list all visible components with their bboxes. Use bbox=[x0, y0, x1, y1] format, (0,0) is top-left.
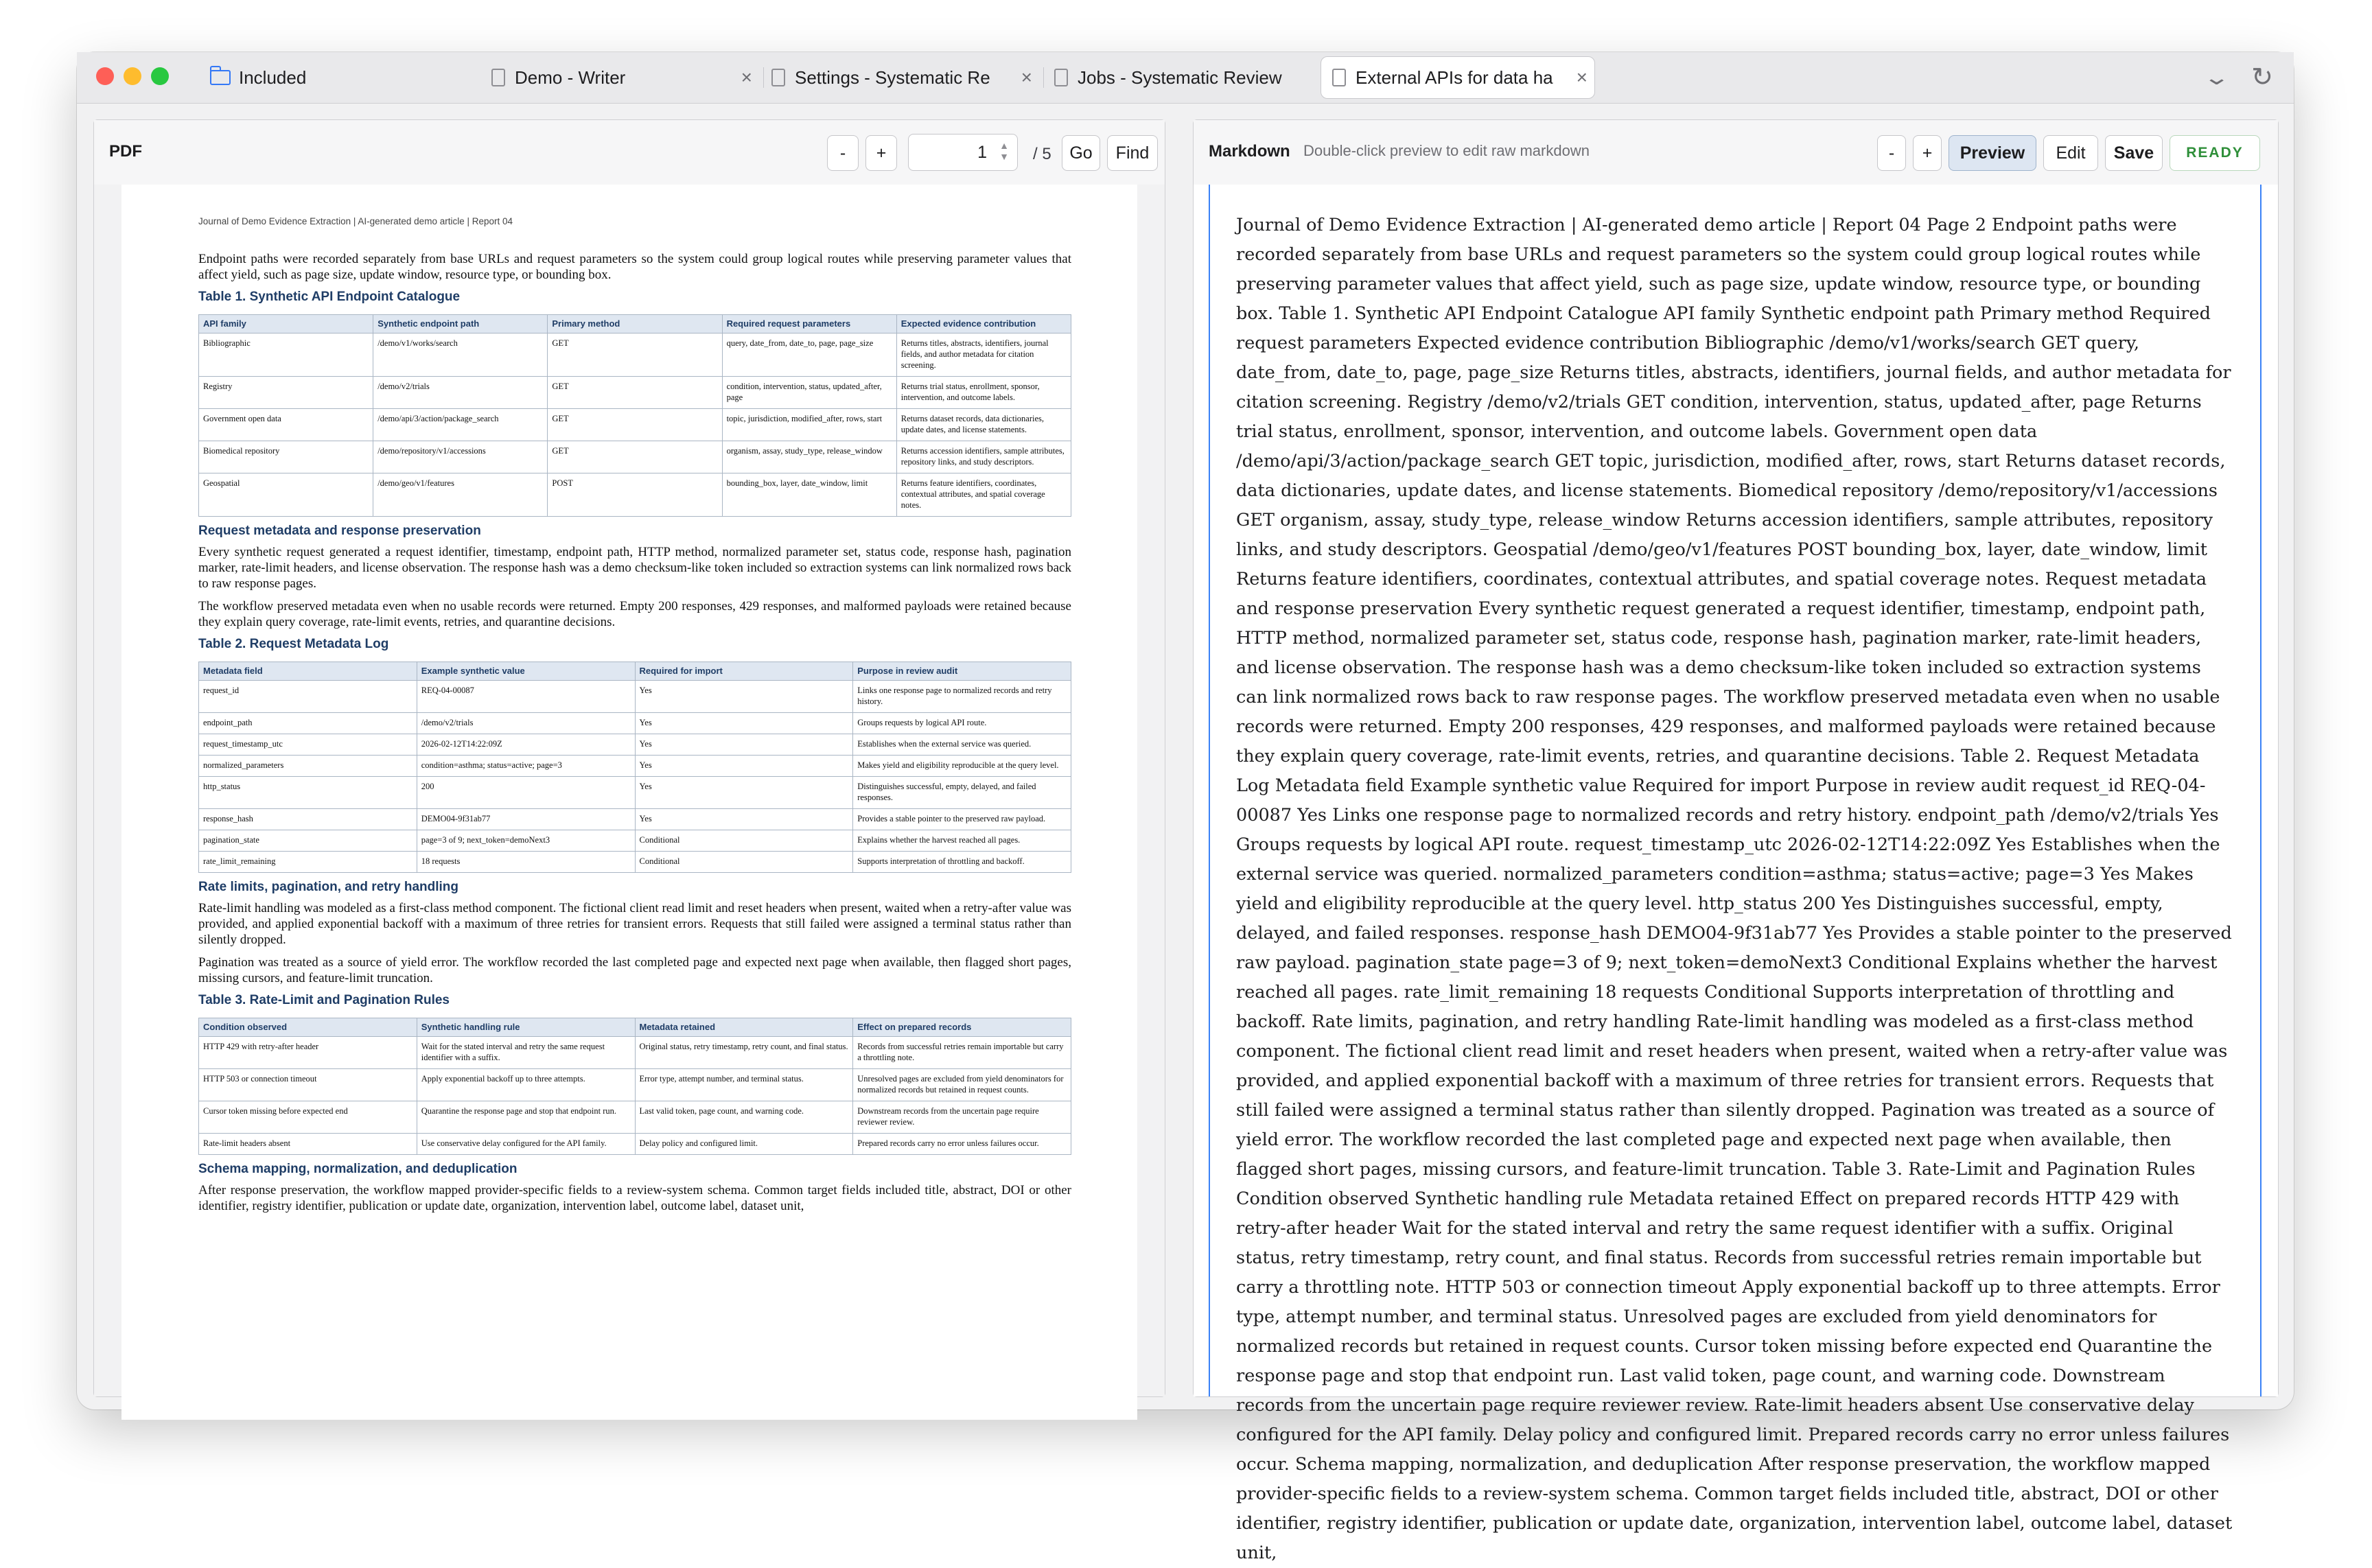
table-cell: Cursor token missing before expected end bbox=[199, 1101, 417, 1134]
chevron-down-icon[interactable]: ⌄ bbox=[2202, 67, 2231, 89]
table-cell: Returns trial status, enrollment, sponsor, intervention, and outcome labels. bbox=[896, 377, 1071, 409]
request-metadata-table bbox=[198, 662, 1071, 873]
table-row bbox=[199, 334, 1071, 377]
table-cell: Records from successful retries remain importable but carry a throttling note. bbox=[853, 1037, 1071, 1069]
table-cell: rate_limit_remaining bbox=[199, 852, 417, 873]
table-header-cell: Primary method bbox=[548, 315, 722, 334]
table-row bbox=[199, 1101, 1071, 1134]
table-row bbox=[199, 777, 1071, 809]
tab-divider bbox=[1043, 67, 1044, 88]
table-cell: 18 requests bbox=[417, 852, 635, 873]
table-cell: GET bbox=[548, 377, 722, 409]
tab-label: Demo - Writer bbox=[515, 67, 626, 88]
table-caption: Table 1. Synthetic API Endpoint Catalogue bbox=[198, 290, 461, 304]
reload-icon[interactable]: ↻ bbox=[2251, 63, 2273, 92]
close-icon[interactable]: × bbox=[1021, 67, 1032, 88]
table-cell: /demo/api/3/action/package_search bbox=[373, 409, 548, 441]
table-row bbox=[199, 713, 1071, 734]
zoom-out-button[interactable]: - bbox=[1877, 135, 1906, 171]
pdf-paragraph: Rate-limit handling was modeled as a first-class method component. The fictional client read limit and reset headers when present, waited when a retry-after value was provided, and applied exponential backoff with a maximum of three retries for transient errors. Requests that still failed were assigned a terminal status rather than silently dropped. bbox=[198, 901, 1071, 947]
table-header-cell: API family bbox=[199, 315, 373, 334]
table-cell: /demo/v2/trials bbox=[417, 713, 635, 734]
table-cell: Delay policy and configured limit. bbox=[635, 1134, 853, 1155]
table-row bbox=[199, 830, 1071, 852]
markdown-toolbar bbox=[1194, 120, 2278, 185]
table-cell: Rate-limit headers absent bbox=[199, 1134, 417, 1155]
table-cell: GET bbox=[548, 441, 722, 473]
table-row bbox=[199, 1134, 1071, 1155]
table-cell: pagination_state bbox=[199, 830, 417, 852]
table-cell: condition, intervention, status, updated_after, page bbox=[722, 377, 896, 409]
close-icon[interactable]: × bbox=[1576, 67, 1588, 88]
page-number-value: 1 bbox=[977, 143, 987, 162]
table-cell: Yes bbox=[635, 809, 853, 830]
status-badge: READY bbox=[2170, 135, 2260, 171]
table-cell: /demo/repository/v1/accessions bbox=[373, 441, 548, 473]
table-row bbox=[199, 756, 1071, 777]
table-cell: Distinguishes successful, empty, delayed, and failed responses. bbox=[853, 777, 1071, 809]
stepper-icon[interactable]: ▲ ▼ bbox=[999, 140, 1009, 162]
document-icon bbox=[491, 69, 505, 86]
table-header-cell: Synthetic endpoint path bbox=[373, 315, 548, 334]
table-cell: request_timestamp_utc bbox=[199, 734, 417, 756]
table-header-cell: Purpose in review audit bbox=[853, 662, 1071, 681]
table-header-cell: Metadata field bbox=[199, 662, 417, 681]
tab-external-apis[interactable] bbox=[1321, 56, 1595, 99]
table-cell: Geospatial bbox=[199, 473, 373, 517]
tab-demo-writer[interactable] bbox=[491, 56, 759, 99]
table-cell: Last valid token, page count, and warning code. bbox=[635, 1101, 853, 1134]
endpoint-catalogue-table bbox=[198, 314, 1071, 517]
table-cell: Establishes when the external service was queried. bbox=[853, 734, 1071, 756]
table-cell: Yes bbox=[635, 713, 853, 734]
page-total: / 5 bbox=[1033, 145, 1051, 163]
table-header-cell: Condition observed bbox=[199, 1018, 417, 1037]
edit-button[interactable]: Edit bbox=[2043, 135, 2098, 171]
table-cell: Biomedical repository bbox=[199, 441, 373, 473]
document-icon bbox=[1332, 69, 1346, 86]
zoom-in-button[interactable]: + bbox=[865, 135, 897, 171]
table-row bbox=[199, 1037, 1071, 1069]
table-cell: normalized_parameters bbox=[199, 756, 417, 777]
table-row bbox=[199, 409, 1071, 441]
table-cell: Yes bbox=[635, 681, 853, 713]
table-cell: Apply exponential backoff up to three attempts. bbox=[417, 1069, 635, 1101]
go-button[interactable]: Go bbox=[1062, 135, 1100, 171]
tab-divider bbox=[763, 67, 764, 88]
markdown-preview[interactable] bbox=[1194, 185, 2278, 1563]
table-cell: Makes yield and eligibility reproducible at the query level. bbox=[853, 756, 1071, 777]
table-cell: bounding_box, layer, date_window, limit bbox=[722, 473, 896, 517]
find-button[interactable]: Find bbox=[1107, 135, 1158, 171]
tab-label: Included bbox=[239, 67, 307, 88]
tab-label: Jobs - Systematic Review bbox=[1078, 67, 1282, 88]
pdf-pane-title: PDF bbox=[109, 142, 142, 161]
table-cell: query, date_from, date_to, page, page_size bbox=[722, 334, 896, 377]
table-row bbox=[199, 681, 1071, 713]
pdf-paragraph: Pagination was treated as a source of yield error. The workflow recorded the last completed page and expected next page when available, then flagged short pages, missing cursors, and feature-limit truncation. bbox=[198, 955, 1071, 985]
table-cell: Links one response page to normalized records and retry history. bbox=[853, 681, 1071, 713]
table-cell: Error type, attempt number, and terminal status. bbox=[635, 1069, 853, 1101]
save-button[interactable]: Save bbox=[2105, 135, 2163, 171]
table-cell: topic, jurisdiction, modified_after, rows, start bbox=[722, 409, 896, 441]
table-row bbox=[199, 1069, 1071, 1101]
table-caption: Table 2. Request Metadata Log bbox=[198, 637, 389, 651]
minimize-window-button[interactable] bbox=[124, 67, 141, 85]
table-row bbox=[199, 852, 1071, 873]
table-row bbox=[199, 473, 1071, 517]
table-cell: request_id bbox=[199, 681, 417, 713]
document-icon bbox=[771, 69, 785, 86]
table-header-cell: Required request parameters bbox=[722, 315, 896, 334]
section-heading: Rate limits, pagination, and retry handling bbox=[198, 880, 458, 894]
table-header-cell: Synthetic handling rule bbox=[417, 1018, 635, 1037]
table-cell: page=3 of 9; next_token=demoNext3 bbox=[417, 830, 635, 852]
table-cell: 2026-02-12T14:22:09Z bbox=[417, 734, 635, 756]
table-cell: Use conservative delay configured for the API family. bbox=[417, 1134, 635, 1155]
pdf-viewer[interactable] bbox=[94, 185, 1165, 1396]
pdf-paragraph: The workflow preserved metadata even when no usable records were returned. Empty 200 responses, 429 responses, and malformed payloads were retained because they explain query coverage, rate-limit events, retries, and quarantine decisions. bbox=[198, 599, 1071, 629]
table-cell: GET bbox=[548, 334, 722, 377]
pdf-paragraph: Endpoint paths were recorded separately from base URLs and request parameters so the system could group logical routes while preserving parameter values that affect yield, such as page size, update window, resource type, or bounding box. bbox=[198, 252, 1071, 282]
table-cell: endpoint_path bbox=[199, 713, 417, 734]
markdown-preview-text: Journal of Demo Evidence Extraction | AI-generated demo article | Report 04 Page 2 Endpoint paths were recorded separately from base URLs and request parameters so the system could group logical routes while preserving parameter values that affect yield, such as page size, update window, resource type, or bounding box. Table 1. Synthetic API Endpoint Catalogue API family Synthetic endpoint path Primary method Required request parameters Expected evidence contribution Bibliographic /demo/v1/works/search GET query, date_from, date_to, page, page_size Returns titles, abstracts, identifiers, journal fields, and author metadata for citation screening. Registry /demo/v2/trials GET condition, intervention, status, updated_after, page Returns trial status, enrollment, sponsor, intervention, and outcome labels. Government open data /demo/api/3/action/package_search GET topic, jurisdiction, modified_after, rows, start Returns dataset records, data dictionaries, update dates, and license statements. Biomedical repository /demo/repository/v1/accessions GET organism, assay, study_type, release_window Returns accession identifiers, sample attributes, repository links, and study descriptors. Geospatial /demo/geo/v1/features POST bounding_box, layer, date_window, limit Returns feature identifiers, coordinates, contextual attributes, and spatial coverage notes. Request metadata and response preservation Every synthetic request generated a request identifier, timestamp, endpoint path, HTTP method, normalized parameter set, status code, response hash, pagination marker, rate-limit headers, and license observation. The response hash was a demo checksum-like token included so extraction systems can link normalized rows back to raw response pages. The workflow preserved metadata even when no usable records were returned. Empty 200 responses, 429 responses, and malformed payloads were retained because they explain query coverage, rate-limit events, retries, and quarantine decisions. Table 2. Request Metadata Log Metadata field Example synthetic value Required for import Purpose in review audit request_id REQ-04-00087 Yes Links one response page to normalized records and retry history. endpoint_path /demo/v2/trials Yes Groups requests by logical API route. request_timestamp_utc 2026-02-12T14:22:09Z Yes Establishes when the external service was queried. normalized_parameters condition=asthma; status=active; page=3 Yes Makes yield and eligibility reproducible at the query level. http_status 200 Yes Distinguishes successful, empty, delayed, and failed responses. response_hash DEMO04-9f31ab77 Yes Provides a stable pointer to the preserved raw payload. pagination_state page=3 of 9; next_token=demoNext3 Conditional Explains whether the harvest reached all pages. rate_limit_remaining 18 requests Conditional Supports interpretation of throttling and backoff. Rate limits, pagination, and retry handling Rate-limit handling was modeled as a first-class method component. The fictional client read limit and reset headers when present, waited when a retry-after value was provided, and applied exponential backoff with a maximum of three retries for transient errors. Requests that still failed were assigned a terminal status rather than silently dropped. Pagination was treated as a source of yield error. The workflow recorded the last completed page and expected next page when available, then flagged short pages, missing cursors, and feature-limit truncation. Table 3. Rate-Limit and Pagination Rules Condition observed Synthetic handling rule Metadata retained Effect on prepared records HTTP 429 with retry-after header Wait for the stated interval and retry the same request identifier with a suffix. Original status, retry timestamp, retry count, and final status. Records from successful retries remain importable but carry a throttling note. HTTP 503 or connection timeout Apply exponential backoff up to three attempts. Error type, attempt number, and terminal status. Unresolved pages are excluded from yield denominators for normalized records but retained in request counts. Cursor token missing before expected end Quarantine the response page and stop that endpoint run. Last valid token, page count, and warning code. Downstream records from the uncertain page require reviewer review. Rate-limit headers absent Use conservative delay configured for the API family. Delay policy and configured limit. Prepared records carry no error unless failures occur. Schema mapping, normalization, and deduplication After response preservation, the workflow mapped provider-specific fields to a review-system schema. Common target fields included title, abstract, DOI or other identifier, registry identifier, publication or update date, organization, intervention label, outcome label, dataset unit, bbox=[1236, 215, 2233, 1563]
table-row bbox=[199, 734, 1071, 756]
tab-label: Settings - Systematic Re bbox=[795, 67, 990, 88]
section-heading: Request metadata and response preservation bbox=[198, 524, 481, 538]
pdf-pane bbox=[93, 119, 1165, 1397]
table-header-cell: Effect on prepared records bbox=[853, 1018, 1071, 1037]
table-cell: GET bbox=[548, 409, 722, 441]
table-cell: Bibliographic bbox=[199, 334, 373, 377]
table-cell: POST bbox=[548, 473, 722, 517]
tab-bar bbox=[77, 52, 2294, 104]
table-cell: REQ-04-00087 bbox=[417, 681, 635, 713]
table-cell: Unresolved pages are excluded from yield denominators for normalized records but retained in request counts. bbox=[853, 1069, 1071, 1101]
folder-icon bbox=[210, 70, 231, 85]
table-cell: organism, assay, study_type, release_window bbox=[722, 441, 896, 473]
rate-limit-rules-table bbox=[198, 1018, 1071, 1155]
app-window bbox=[77, 52, 2294, 1563]
table-header-cell: Expected evidence contribution bbox=[896, 315, 1071, 334]
table-cell: Wait for the stated interval and retry the same request identifier with a suffix. bbox=[417, 1037, 635, 1069]
preview-button[interactable]: Preview bbox=[1949, 135, 2036, 171]
table-cell: Returns titles, abstracts, identifiers, journal fields, and author metadata for citation screening. bbox=[896, 334, 1071, 377]
table-cell: Provides a stable pointer to the preserved raw payload. bbox=[853, 809, 1071, 830]
tab-included[interactable] bbox=[210, 56, 471, 99]
table-caption: Table 3. Rate-Limit and Pagination Rules bbox=[198, 993, 450, 1007]
table-row bbox=[199, 441, 1071, 473]
table-cell: Returns dataset records, data dictionaries, update dates, and license statements. bbox=[896, 409, 1071, 441]
table-cell: Government open data bbox=[199, 409, 373, 441]
table-cell: Returns feature identifiers, coordinates, contextual attributes, and spatial coverage notes. bbox=[896, 473, 1071, 517]
markdown-pane bbox=[1193, 119, 2279, 1563]
page-number-input[interactable] bbox=[908, 134, 1018, 171]
table-cell: /demo/v1/works/search bbox=[373, 334, 548, 377]
close-window-button[interactable] bbox=[96, 67, 114, 85]
table-cell: Supports interpretation of throttling and backoff. bbox=[853, 852, 1071, 873]
pdf-paragraph: Every synthetic request generated a request identifier, timestamp, endpoint path, HTTP method, normalized parameter set, status code, response hash, pagination marker, rate-limit headers, and license observation. The response hash was a demo checksum-like token included so extraction systems can link normalized rows back to raw response pages. bbox=[198, 545, 1071, 591]
pdf-page bbox=[121, 185, 1137, 1420]
table-cell: Downstream records from the uncertain page require reviewer review. bbox=[853, 1101, 1071, 1134]
document-icon bbox=[1054, 69, 1068, 86]
table-cell: DEMO04-9f31ab77 bbox=[417, 809, 635, 830]
table-row bbox=[199, 809, 1071, 830]
table-cell: Yes bbox=[635, 756, 853, 777]
table-cell: /demo/v2/trials bbox=[373, 377, 548, 409]
table-cell: Explains whether the harvest reached all pages. bbox=[853, 830, 1071, 852]
table-cell: 200 bbox=[417, 777, 635, 809]
table-cell: Quarantine the response page and stop that endpoint run. bbox=[417, 1101, 635, 1134]
table-cell: /demo/geo/v1/features bbox=[373, 473, 548, 517]
table-cell: Yes bbox=[635, 734, 853, 756]
tab-label: External APIs for data ha bbox=[1356, 67, 1553, 88]
table-cell: Conditional bbox=[635, 852, 853, 873]
table-header-cell: Required for import bbox=[635, 662, 853, 681]
zoom-window-button[interactable] bbox=[151, 67, 169, 85]
tab-settings[interactable] bbox=[771, 56, 1039, 99]
zoom-in-button[interactable]: + bbox=[1913, 135, 1942, 171]
pdf-paragraph: After response preservation, the workflow mapped provider-specific fields to a review-system schema. Common target fields included title, abstract, DOI or other identifier, registry identifier, publication or update date, organization, intervention label, outcome label, dataset unit, bbox=[198, 1183, 1071, 1213]
markdown-pane-title: Markdown bbox=[1209, 142, 1290, 161]
table-cell: Original status, retry timestamp, retry count, and final status. bbox=[635, 1037, 853, 1069]
table-cell: Groups requests by logical API route. bbox=[853, 713, 1071, 734]
table-row bbox=[199, 377, 1071, 409]
table-cell: Prepared records carry no error unless failures occur. bbox=[853, 1134, 1071, 1155]
table-cell: HTTP 503 or connection timeout bbox=[199, 1069, 417, 1101]
close-icon[interactable]: × bbox=[741, 67, 752, 88]
zoom-out-button[interactable]: - bbox=[827, 135, 859, 171]
pdf-running-header: Journal of Demo Evidence Extraction | AI-generated demo article | Report 04 bbox=[198, 216, 513, 226]
table-cell: response_hash bbox=[199, 809, 417, 830]
table-cell: Yes bbox=[635, 777, 853, 809]
table-cell: condition=asthma; status=active; page=3 bbox=[417, 756, 635, 777]
table-cell: Conditional bbox=[635, 830, 853, 852]
table-cell: HTTP 429 with retry-after header bbox=[199, 1037, 417, 1069]
table-header-cell: Example synthetic value bbox=[417, 662, 635, 681]
table-cell: http_status bbox=[199, 777, 417, 809]
table-cell: Registry bbox=[199, 377, 373, 409]
table-header-cell: Metadata retained bbox=[635, 1018, 853, 1037]
section-heading: Schema mapping, normalization, and deduplication bbox=[198, 1162, 518, 1176]
table-cell: Returns accession identifiers, sample attributes, repository links, and study descriptors. bbox=[896, 441, 1071, 473]
markdown-hint: Double-click preview to edit raw markdown bbox=[1303, 142, 1590, 159]
pdf-toolbar bbox=[94, 120, 1165, 185]
